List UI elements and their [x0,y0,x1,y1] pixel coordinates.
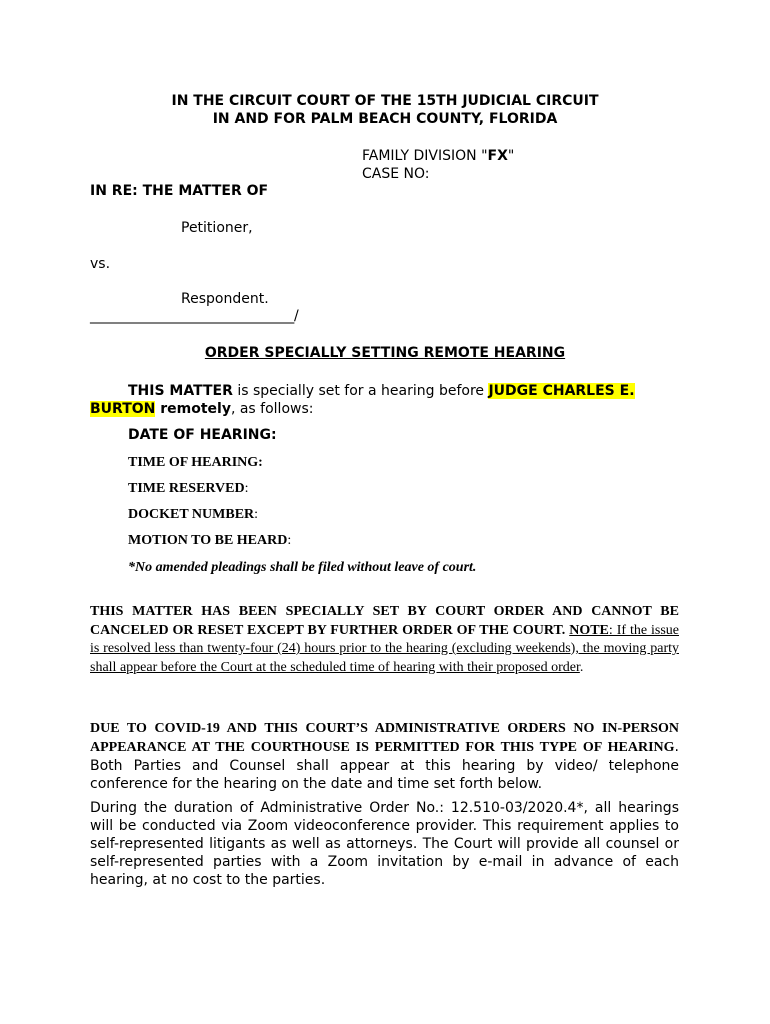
signature-line: ______________________________/ [90,308,299,324]
time-of-hearing-label: TIME OF HEARING: [128,455,263,470]
motion-line [128,533,291,549]
petitioner-label: Petitioner, [181,220,253,236]
intro-paragraph [90,382,680,418]
court-name-line1: IN THE CIRCUIT COURT OF THE 15TH JUDICIAL CIRCUIT [171,93,599,109]
note-label: NOTE [569,622,609,638]
this-matter-lead: THIS MATTER [128,383,233,399]
remotely-label: remotely [155,401,231,417]
respondent-label: Respondent. [181,291,269,307]
division-code: FX [487,148,508,164]
zoom-paragraph: During the duration of Administrative Order No.: 12.510-03/2020.4*, all hearings will be conducted via Zoom videoconference provider. This requirement applies to self-represented litigants as well as attorneys. The Court will provide all counsel or self-represented parties with a Zoom invitation by e-mail in advance of each hearing, at no cost to the parties. [90,800,679,888]
docket-number-line [128,507,258,523]
amended-pleadings-note: *No amended pleadings shall be filed without leave of court. [128,560,477,575]
judge-name-part2: BURTON [90,401,156,417]
intro-text: is specially set for a hearing before [232,383,489,399]
covid-text: . Both Parties and Counsel shall appear at this hearing by video/ telephone conference for the hearing on the date and time set forth below. [90,739,679,792]
docket-number-colon: : [254,507,259,522]
motion-label: MOTION TO BE HEARD [128,533,288,548]
division-line [362,148,514,164]
versus-label: vs. [90,256,111,272]
docket-number-label: DOCKET NUMBER [128,507,255,522]
note-text: : If the issue is resolved less than twenty-four (24) hours prior to the hearing (excluding weekends), the moving party shall appear before the Court at the scheduled time of hearing with their proposed order [90,622,679,675]
specially-set-text: THIS MATTER HAS BEEN SPECIALLY SET BY COURT ORDER AND CANNOT BE CANCELED OR RESET EXCEPT BY FURTHER ORDER OF THE COURT. [90,604,679,638]
specially-set-paragraph [90,603,679,677]
intro-follows: , as follows: [230,401,314,417]
motion-colon: : [287,533,292,548]
time-reserved-line [128,481,248,497]
date-of-hearing-label: DATE OF HEARING: [128,427,277,443]
case-number: CASE NO: [362,166,430,182]
division-close-quote: " [507,148,515,164]
time-reserved-label: TIME RESERVED [128,481,245,496]
time-reserved-colon: : [244,481,249,496]
covid-bold-text: DUE TO COVID-19 AND THIS COURT’S ADMINISTRATIVE ORDERS NO IN-PERSON APPEARANCE AT THE COURTHOUSE IS PERMITTED FOR THIS TYPE OF HEARING [90,721,679,755]
order-title: ORDER SPECIALLY SETTING REMOTE HEARING [204,345,566,361]
court-name-line2: IN AND FOR PALM BEACH COUNTY, FLORIDA [212,111,558,127]
division-label: FAMILY DIVISION " [362,148,488,164]
covid-paragraph [90,719,679,793]
judge-name-part1: JUDGE CHARLES E. [488,383,635,399]
in-re-heading: IN RE: THE MATTER OF [90,183,269,199]
note-period: . [579,659,584,675]
